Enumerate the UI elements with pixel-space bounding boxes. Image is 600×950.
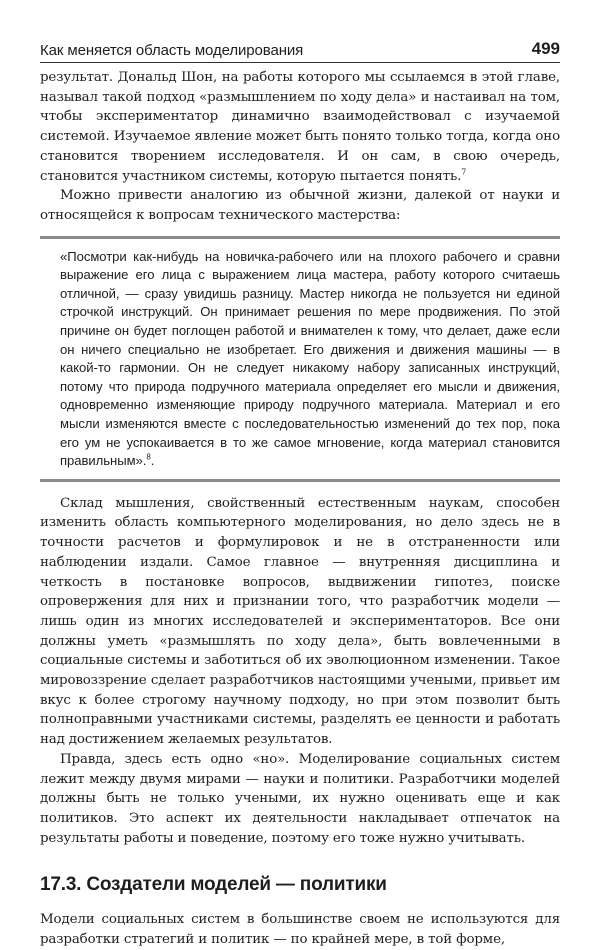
book-page <box>40 40 560 950</box>
paragraph-3: Склад мышления, свойственный естественным наукам, способен изменить область компьютерного моделирования, но дело здесь не в точности расчетов и формулировок и не в отстраненности или наблюдении издали. Самое главное — внутренняя дисциплина и четкость в постановке вопросов, выдвижении гипотез, поиске опровержения для них и признании того, что разработчик модели — лишь один из многих исследователей и экспериментаторов. Все они должны уметь «размышлять по ходу дела», быть вовлеченными в социальные системы и заботиться об их эволюционном изменении. Такое мировоззрение сделает разработчиков настоящими учеными, привьет им вкус к более строгому научному подходу, но при этом позволит быть полноправными участниками системы, разделять ее ценности и работать над достижением желаемых результатов. <box>40 495 560 748</box>
paragraph-1 <box>40 68 560 186</box>
paragraph-5: Модели социальных систем в большинстве своем не используются для разработки стратегий и политик — по крайней мере, в той форме, <box>40 912 560 948</box>
section-heading: 17.3. Создатели моделей — политики <box>40 874 387 896</box>
footnote-ref-7[interactable]: 7 <box>461 167 467 177</box>
page-number: 499 <box>531 39 560 58</box>
footnote-ref-8[interactable]: 8 <box>146 452 151 462</box>
paragraph-2: Можно привести аналогию из обычной жизни, далекой от науки и относящейся к вопросам технического мастерства: <box>40 188 560 223</box>
chapter-title: Как меняется область моделирования <box>40 42 304 59</box>
running-header <box>40 40 560 63</box>
paragraph-1-text: результат. Дональд Шон, на работы которого мы ссылаемся в этой главе, называл такой подход «размышлением по ходу дела» и настаивал на том, чтобы экспериментатор динамично взаимодействовал с изучаемой системой. Изучаемое явление может быть понято только тогда, когда оно становится творением исследователя. И он сам, в свою очередь, становится участником системы, которую пытается понять. <box>40 70 560 184</box>
block-quote-text: «Посмотри как-нибудь на новичка-рабочего или на плохого рабочего и сравни выражение его лица с выражением лица мастера, работу которого считаешь отличной, — сразу увидишь разницу. Мастер никогда не пользуется ни единой строчкой инструкций. Он принимает решения по мере продвижения. По этой причине он будет поглощен работой и внимателен к тому, что делает, даже если он ничего специально не изобретает. Его движения и движения машины — в какой-то гармонии. Он не следует никакому набору записанных инструкций, потому что природа подручного материала определяет его мысли и движения, одновременно изменяющие природу подручного материала. Материал и его мысли изменяются вместе с последовательностью изменений до тех пор, пока его ум не успокаивается в то же самое мгновение, когда материал становится правильным». <box>60 248 560 469</box>
paragraph-4: Правда, здесь есть одно «но». Моделирование социальных систем лежит между двумя мирами — науки и политики. Разработчики моделей должны быть не только учеными, их нужно оценивать еще и как политиков. Это аспект их деятельности накладывает отпечаток на результаты работы и поведение, поэтому его тоже нужно учитывать. <box>40 751 560 846</box>
block-quote: «Посмотри как-нибудь на новичка-рабочего или на плохого рабочего и сравни выражение его лица с выражением лица мастера, работу которого считаешь отличной, — сразу увидишь разницу. Мастер никогда не пользуется ни единой строчкой инструкций. Он принимает решения по мере продвижения. По этой причине он будет поглощен работой и внимателен к тому, что делает, даже если он ничего специально не изобретает. Его движения и движения машины — в какой-то гармонии. Он не следует никакому набору записанных инструкций, потому что природа подручного материала определяет его мысли и движения, одновременно изменяющие природу подручного материала. Материал и его мысли изменяются вместе с последовательностью изменений до тех пор, пока его ум не успокаивается в то же самое мгновение, когда материал становится правильным».$^8$. <box>40 236 560 482</box>
